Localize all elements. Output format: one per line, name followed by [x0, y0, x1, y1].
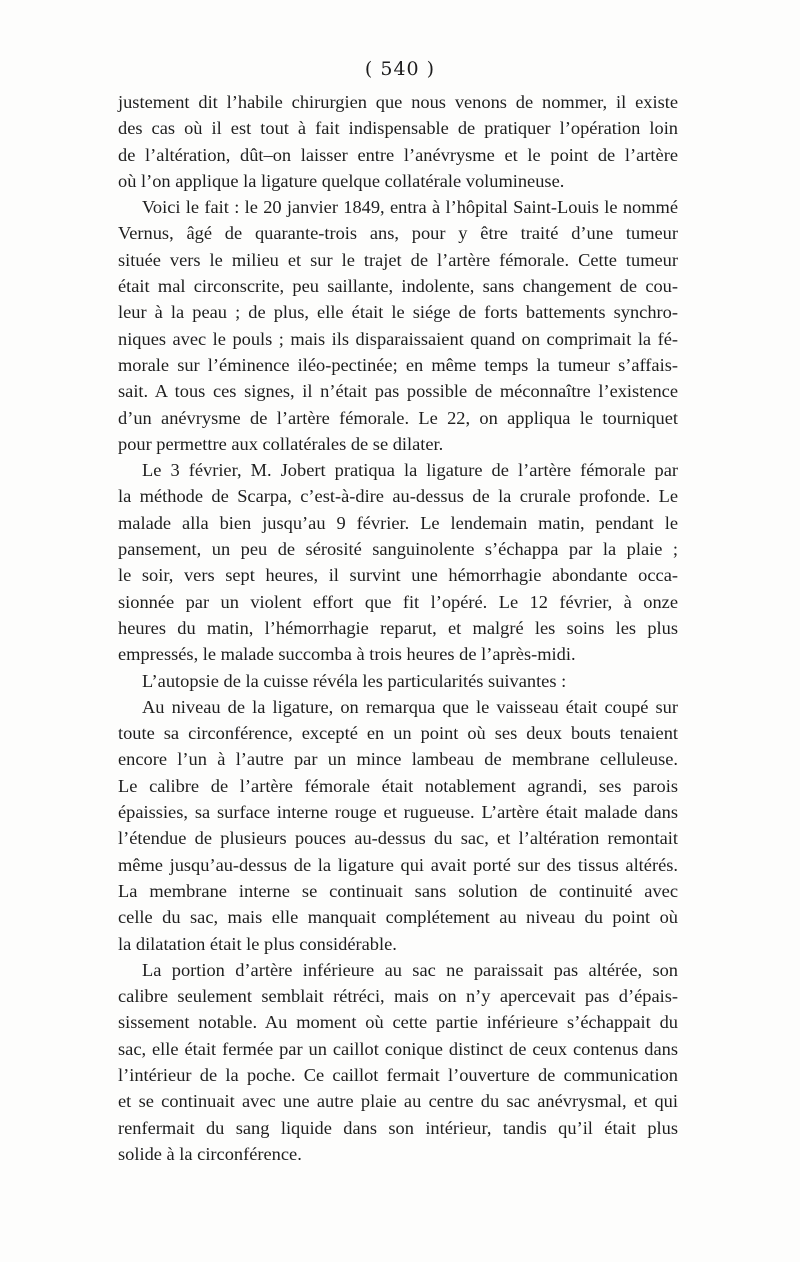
text-line: Voici le fait : le 20 janvier 1849, entra à l’hôpital Saint-Louis le nommé — [142, 197, 678, 218]
text-line: sionnée par un violent effort que fit l’opéré. Le 12 février, à onze — [118, 591, 678, 612]
text-line: sissement notable. Au moment où cette partie inférieure s’échappait du — [118, 1012, 678, 1033]
text-line: justement dit l’habile chirurgien que nous venons de nommer, il existe — [118, 92, 678, 112]
text-line: située vers le milieu et sur le trajet de l’artère fémorale. Cette tumeur — [118, 249, 678, 270]
text-line: d’un anévrysme de l’artère fémorale. Le 22, on appliqua le tourniquet — [118, 407, 678, 428]
text-line: Le 3 février, M. Jobert pratiqua la ligature de l’artère fémorale par — [142, 460, 678, 481]
text-line: La portion d’artère inférieure au sac ne paraissait pas altérée, son — [142, 959, 678, 980]
text-line: encore l’un à l’autre par un mince lambeau de membrane celluleuse. — [118, 749, 678, 770]
text-line: et se continuait avec une autre plaie au centre du sac anévrysmal, et qui — [118, 1091, 678, 1112]
text-line: Le calibre de l’artère fémorale était notablement agrandi, ses parois — [118, 775, 678, 796]
body-text — [118, 89, 678, 1167]
text-line: renfermait du sang liquide dans son intérieur, tandis qu’il était plus — [118, 1117, 678, 1138]
text-line: morale sur l’éminence iléo-pectinée; en même temps la tumeur s’affais- — [118, 354, 678, 375]
text-line: l’étendue de plusieurs pouces au-dessus du sac, et l’altération remontait — [118, 828, 678, 849]
text-line: épaissies, sa surface interne rouge et rugueuse. L’artère était malade dans — [118, 802, 678, 823]
text-line: calibre seulement semblait rétréci, mais on n’y apercevait pas d’épais- — [118, 986, 678, 1007]
text-line: pour permettre aux collatérales de se dilater. — [118, 433, 444, 454]
text-line: La membrane interne se continuait sans solution de continuité avec — [118, 880, 678, 901]
text-line: la méthode de Scarpa, c’est-à-dire au-dessus de la crurale profonde. Le — [118, 486, 678, 507]
text-line: celle du sac, mais elle manquait complétement au niveau du point où — [118, 907, 678, 928]
text-line: empressés, le malade succomba à trois heures de l’après-midi. — [118, 644, 576, 665]
text-line: même jusqu’au-dessus de la ligature qui avait porté sur des tissus altérés. — [118, 854, 678, 875]
text-line: L’autopsie de la cuisse révéla les particularités suivantes : — [142, 670, 567, 691]
text-line: solide à la circonférence. — [118, 1143, 302, 1164]
page-number: ( 540 ) — [364, 58, 436, 80]
text-line: l’intérieur de la poche. Ce caillot fermait l’ouverture de communication — [118, 1064, 678, 1085]
text-line: heures du matin, l’hémorrhagie reparut, et malgré les soins les plus — [118, 617, 678, 638]
text-line: Au niveau de la ligature, on remarqua que le vaisseau était coupé sur — [142, 696, 678, 717]
text-line: de l’altération, dût–on laisser entre l’anévrysme et le point de l’artère — [118, 144, 678, 165]
text-line: sait. A tous ces signes, il n’était pas possible de méconnaître l’existence — [118, 381, 678, 402]
text-line: niques avec le pouls ; mais ils disparaissaient quand on comprimait la fé- — [118, 328, 678, 349]
text-line: la dilatation était le plus considérable. — [118, 933, 397, 954]
text-line: toute sa circonférence, excepté en un point où ses deux bouts tenaient — [118, 723, 678, 744]
text-line: était mal circonscrite, peu saillante, indolente, sans changement de cou- — [118, 276, 678, 297]
text-line: des cas où il est tout à fait indispensable de pratiquer l’opération loin — [118, 118, 678, 139]
text-line: sac, elle était fermée par un caillot conique distinct de ceux contenus dans — [118, 1038, 678, 1059]
text-line: où l’on applique la ligature quelque collatérale volumineuse. — [118, 170, 565, 191]
text-line: Vernus, âgé de quarante-trois ans, pour y être traité d’une tumeur — [118, 223, 678, 244]
text-line: le soir, vers sept heures, il survint une hémorrhagie abondante occa- — [118, 565, 678, 586]
text-line: malade alla bien jusqu’au 9 février. Le lendemain matin, pendant le — [118, 512, 678, 533]
text-line: pansement, un peu de sérosité sanguinolente s’échappa par la plaie ; — [118, 539, 678, 560]
text-line: leur à la peau ; de plus, elle était le siége de forts battements synchro- — [118, 302, 678, 323]
